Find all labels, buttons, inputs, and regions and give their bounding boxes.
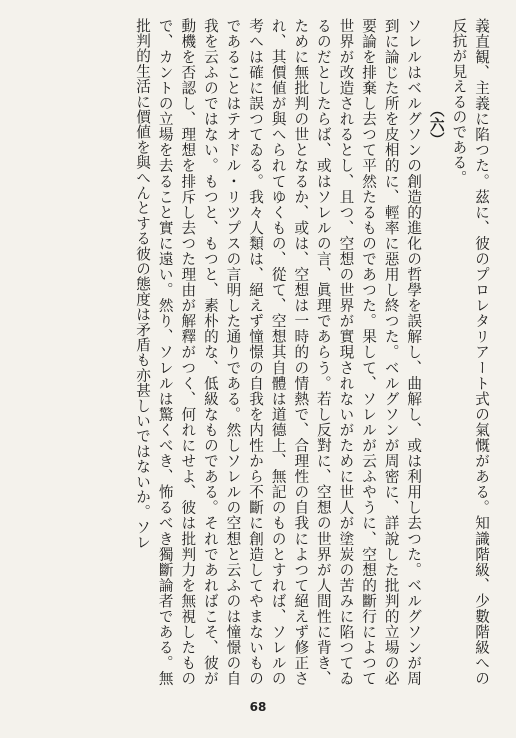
- vertical-text-body: [16, 18, 492, 686]
- section-heading: （六）: [427, 102, 445, 148]
- paragraph-2: ソレルはベルグソンの創造的進化の哲學を誤解し、曲解し、或は利用し去つた。ベルグソンが周到に論じた所を皮相的に、輕率に惡用し終つた。ベルグソンが周密に、詳說した批判的立場の必要論を排棄し去つて平然たるものであつた。果して、ソレルが云ふやうに、空想的斷行によつて世界が改造されるとし、且つ、空想の世界が實現されないがために世人が塗炭の苦みに陷つてゐるのだとしたらば、或はソレルの言、眞理であらう。若し反對に、空想の世界が人間性に背き、ために無批判の世となるか、或は、空想は一時的の情熱で、合理性の自我によつて絕えず修正され、其價値が與へられてゆくもの、從て、空想其自體は道德上、無記のものとすれば、ソレルの考へは確に誤つてゐる。我々人類は、絕えず憧憬の自我を内性から不斷に創造してやまないものであることはテオドル・リツプスの言明した通りである。然しソレルの空想と云ふのは憧憬の自我を云ふのではない。もつと、もつと、素朴的な、低級なものである。それであればこそ、彼が動機を否認し、理想を排斥し去つた理由が解釋がつく、何れにせよ、彼は批判力を無視したもので、カントの立場を去ること實に遠い。然り、ソレルは驚くべき、怖るべき獨斷論者である。無批判的生活に價値を與へんとする彼の態度は矛盾も亦甚しいではないか。ソレ: [134, 18, 423, 686]
- paragraph-1: 義直観、主義に陷つた。茲に、彼のプロレタリアート式の氣慨がある。知識階級、少數階級への反抗が見えるのである。: [450, 18, 490, 686]
- page-number: 68: [249, 700, 267, 714]
